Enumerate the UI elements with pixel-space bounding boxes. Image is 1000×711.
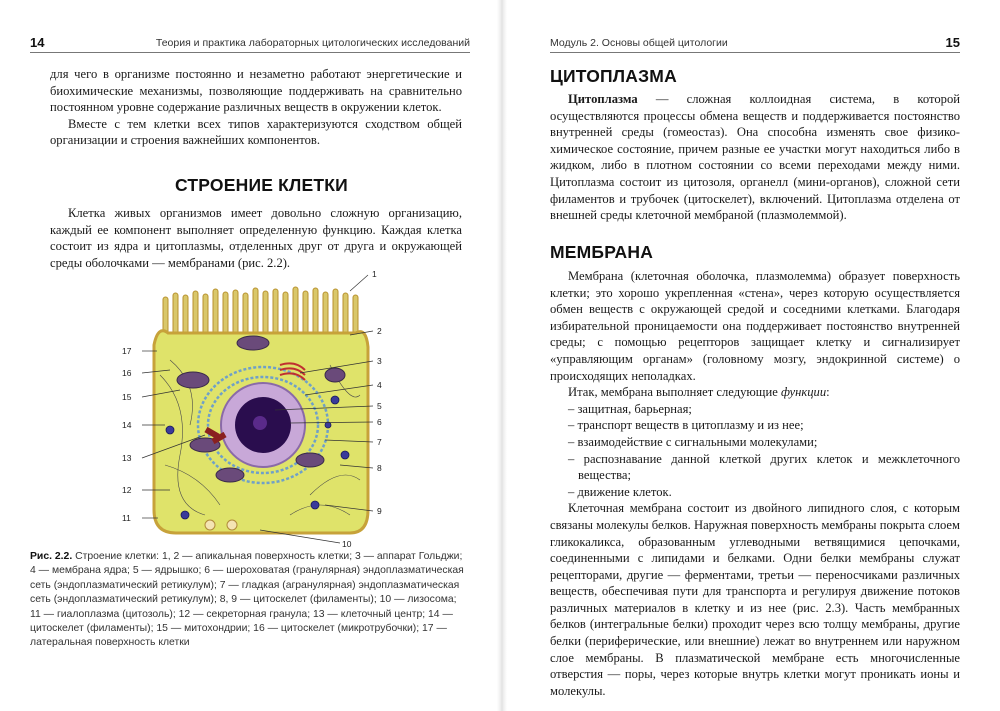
fig-label-3: 3 bbox=[377, 356, 382, 366]
microvilli bbox=[163, 287, 358, 339]
cytoplasm-body: — сложная коллоидная система, в которой осуществляются процессы обмена веществ и поддерживается постоянство внутренней среды (гомеостаз). Она способна изменять свое физико-химическое состояние, причем разные ее участки могут находиться либо в жидком, либо в плотном состоянии со всеми переходами между ними. Цитоплазма состоит из цитозоля, органелл (мини-органов), сложной сети филаментов и трубочек (цитоскелет), включений. Цитоплазма отделена от внешней среды клеточной мембраной (плазмолеммой). bbox=[550, 92, 960, 223]
caption-label: Рис. 2.2. bbox=[30, 551, 73, 562]
fig-label-9: 9 bbox=[377, 506, 382, 516]
functions-list bbox=[550, 401, 960, 501]
section-heading-cell-structure: СТРОЕНИЕ КЛЕТКИ bbox=[175, 175, 348, 195]
functions-intro bbox=[550, 384, 960, 401]
section-heading-membrane: МЕМБРАНА bbox=[550, 242, 654, 262]
fig-label-4: 4 bbox=[377, 380, 382, 390]
left-intro-text bbox=[50, 66, 462, 149]
cytoplasm-paragraph bbox=[550, 91, 960, 224]
functions-intro-text: Итак, мембрана выполняет следующие bbox=[568, 385, 781, 400]
fig-label-5: 5 bbox=[377, 401, 382, 411]
figure-caption bbox=[30, 550, 470, 651]
right-page-number: 15 bbox=[945, 35, 960, 50]
function-item: – транспорт веществ в цитоплазму и из нее; bbox=[550, 417, 960, 434]
right-running-title: Модуль 2. Основы общей цитологии bbox=[550, 37, 728, 49]
cell-structure-paragraph: Клетка живых организмов имеет довольно сложную организацию, каждый ее компонент выполняет определенную функцию. Каждая клетка состоит из ядра и цитоплазмы, отделенных друг от друга и окружающей среды оболочками — мембранами (рис. 2.2). bbox=[50, 206, 462, 270]
function-item: – взаимодействие с сигнальными молекулами; bbox=[550, 434, 960, 451]
fig-label-13: 13 bbox=[122, 453, 132, 463]
nucleolus bbox=[253, 416, 267, 430]
left-header-rule bbox=[30, 52, 470, 53]
left-running-title: Теория и практика лабораторных цитологических исследований bbox=[155, 37, 470, 49]
fig-label-1: 1 bbox=[372, 269, 377, 279]
membrane-paragraph-1: Мембрана (клеточная оболочка, плазмолемма) образует поверхность клетки; это хорошо укрепленная «стена», через которую осуществляется обмен веществ с окружающей средой и соседними клетками. Благодаря избирательной проницаемости она поддерживает постоянство внутренней среды; с помощью рецепторов защищает клетку и сигнализирует «управляющим органам» (головному мозгу, эндокринной системе) о происходящих неполадках. bbox=[550, 269, 960, 383]
left-page-number: 14 bbox=[30, 35, 45, 50]
book-spine bbox=[497, 0, 507, 711]
right-header-rule bbox=[550, 52, 960, 53]
intro-paragraph-1: для чего в организме постоянно и незаметно работают энергетические и биохимические механизмы, позволяющие поддерживать на сравнительно постоянном уровне содержание различных веществ в окружении клеток. bbox=[50, 67, 462, 115]
fig-label-11: 11 bbox=[122, 513, 131, 523]
membrane-text bbox=[550, 268, 960, 699]
cytoplasm-text bbox=[550, 91, 960, 224]
function-item: – движение клеток. bbox=[550, 484, 960, 501]
fig-label-12: 12 bbox=[122, 485, 132, 495]
right-running-header bbox=[550, 35, 960, 53]
cell-structure-text bbox=[50, 205, 462, 271]
fig-label-6: 6 bbox=[377, 417, 382, 427]
caption-text: Строение клетки: 1, 2 — апикальная поверхность клетки; 3 — аппарат Гольджи; 4 — мембрана ядра; 5 — ядрышко; 6 — шероховатая (гранулярная) эндоплазматическая сеть (эндоплазматический ретикулум); 7 — гладкая (агранулярная) эндоплазматическая сеть (эндоплазматический ретикулум); 8, 9 — цитоскелет (филаменты); 10 — лизосома; 11 — гиалоплазма (цитозоль); 12 — секреторная гранула; 13 — клеточный центр; 14 — цитоскелет (филаменты); 15 — митохондрии; 16 — цитоскелет (микротрубочки); 17 — латеральная поверхность клетки bbox=[30, 551, 464, 649]
fig-label-8: 8 bbox=[377, 463, 382, 473]
cytoplasm-term: Цитоплазма bbox=[568, 92, 638, 106]
function-item: – защитная, барьерная; bbox=[550, 401, 960, 418]
fig-label-14: 14 bbox=[122, 420, 132, 430]
fig-label-16: 16 bbox=[122, 368, 132, 378]
function-item: – распознавание данной клеткой других клеток и межклеточного вещества; bbox=[550, 451, 960, 484]
membrane-paragraph-2: Клеточная мембрана состоит из двойного липидного слоя, с которым связаны молекулы белков. Наружная поверхность мембраны покрыта слоем гликокаликса, образованным углеводными ветвящимися цепочками, соединенными с липидами и белками. Одни белки мембраны служат рецепторами, другие — ферментами, третьи — переносчиками различных веществ, обеспечивая пути для транспорта и регулируя движение потоков различных материалов в клетку и из нее (рис. 2.3). Часть мембранных белков (интегральные белки) проходит через всю толщу мембраны, другие белки (периферические, или внешние) лежат во внутреннем или наружном слое мембраны. В плазматической мембране есть многочисленные отверстия — поры, через которые внутрь клетки могут проникать ионы и молекулы. bbox=[550, 501, 960, 698]
fig-label-7: 7 bbox=[377, 437, 382, 447]
fig-label-15: 15 bbox=[122, 392, 132, 402]
cell-structure-figure bbox=[110, 265, 400, 550]
functions-colon: : bbox=[826, 385, 830, 400]
fig-label-2: 2 bbox=[377, 326, 382, 336]
fig-label-17: 17 bbox=[122, 346, 132, 356]
fig-label-10: 10 bbox=[342, 539, 352, 549]
section-heading-cytoplasm: ЦИТОПЛАЗМА bbox=[550, 66, 677, 86]
functions-word: функции bbox=[780, 385, 827, 400]
intro-paragraph-2: Вместе с тем клетки всех типов характеризуются сходством общей организации и строения важнейших компонентов. bbox=[50, 116, 462, 148]
left-running-header bbox=[30, 35, 470, 53]
